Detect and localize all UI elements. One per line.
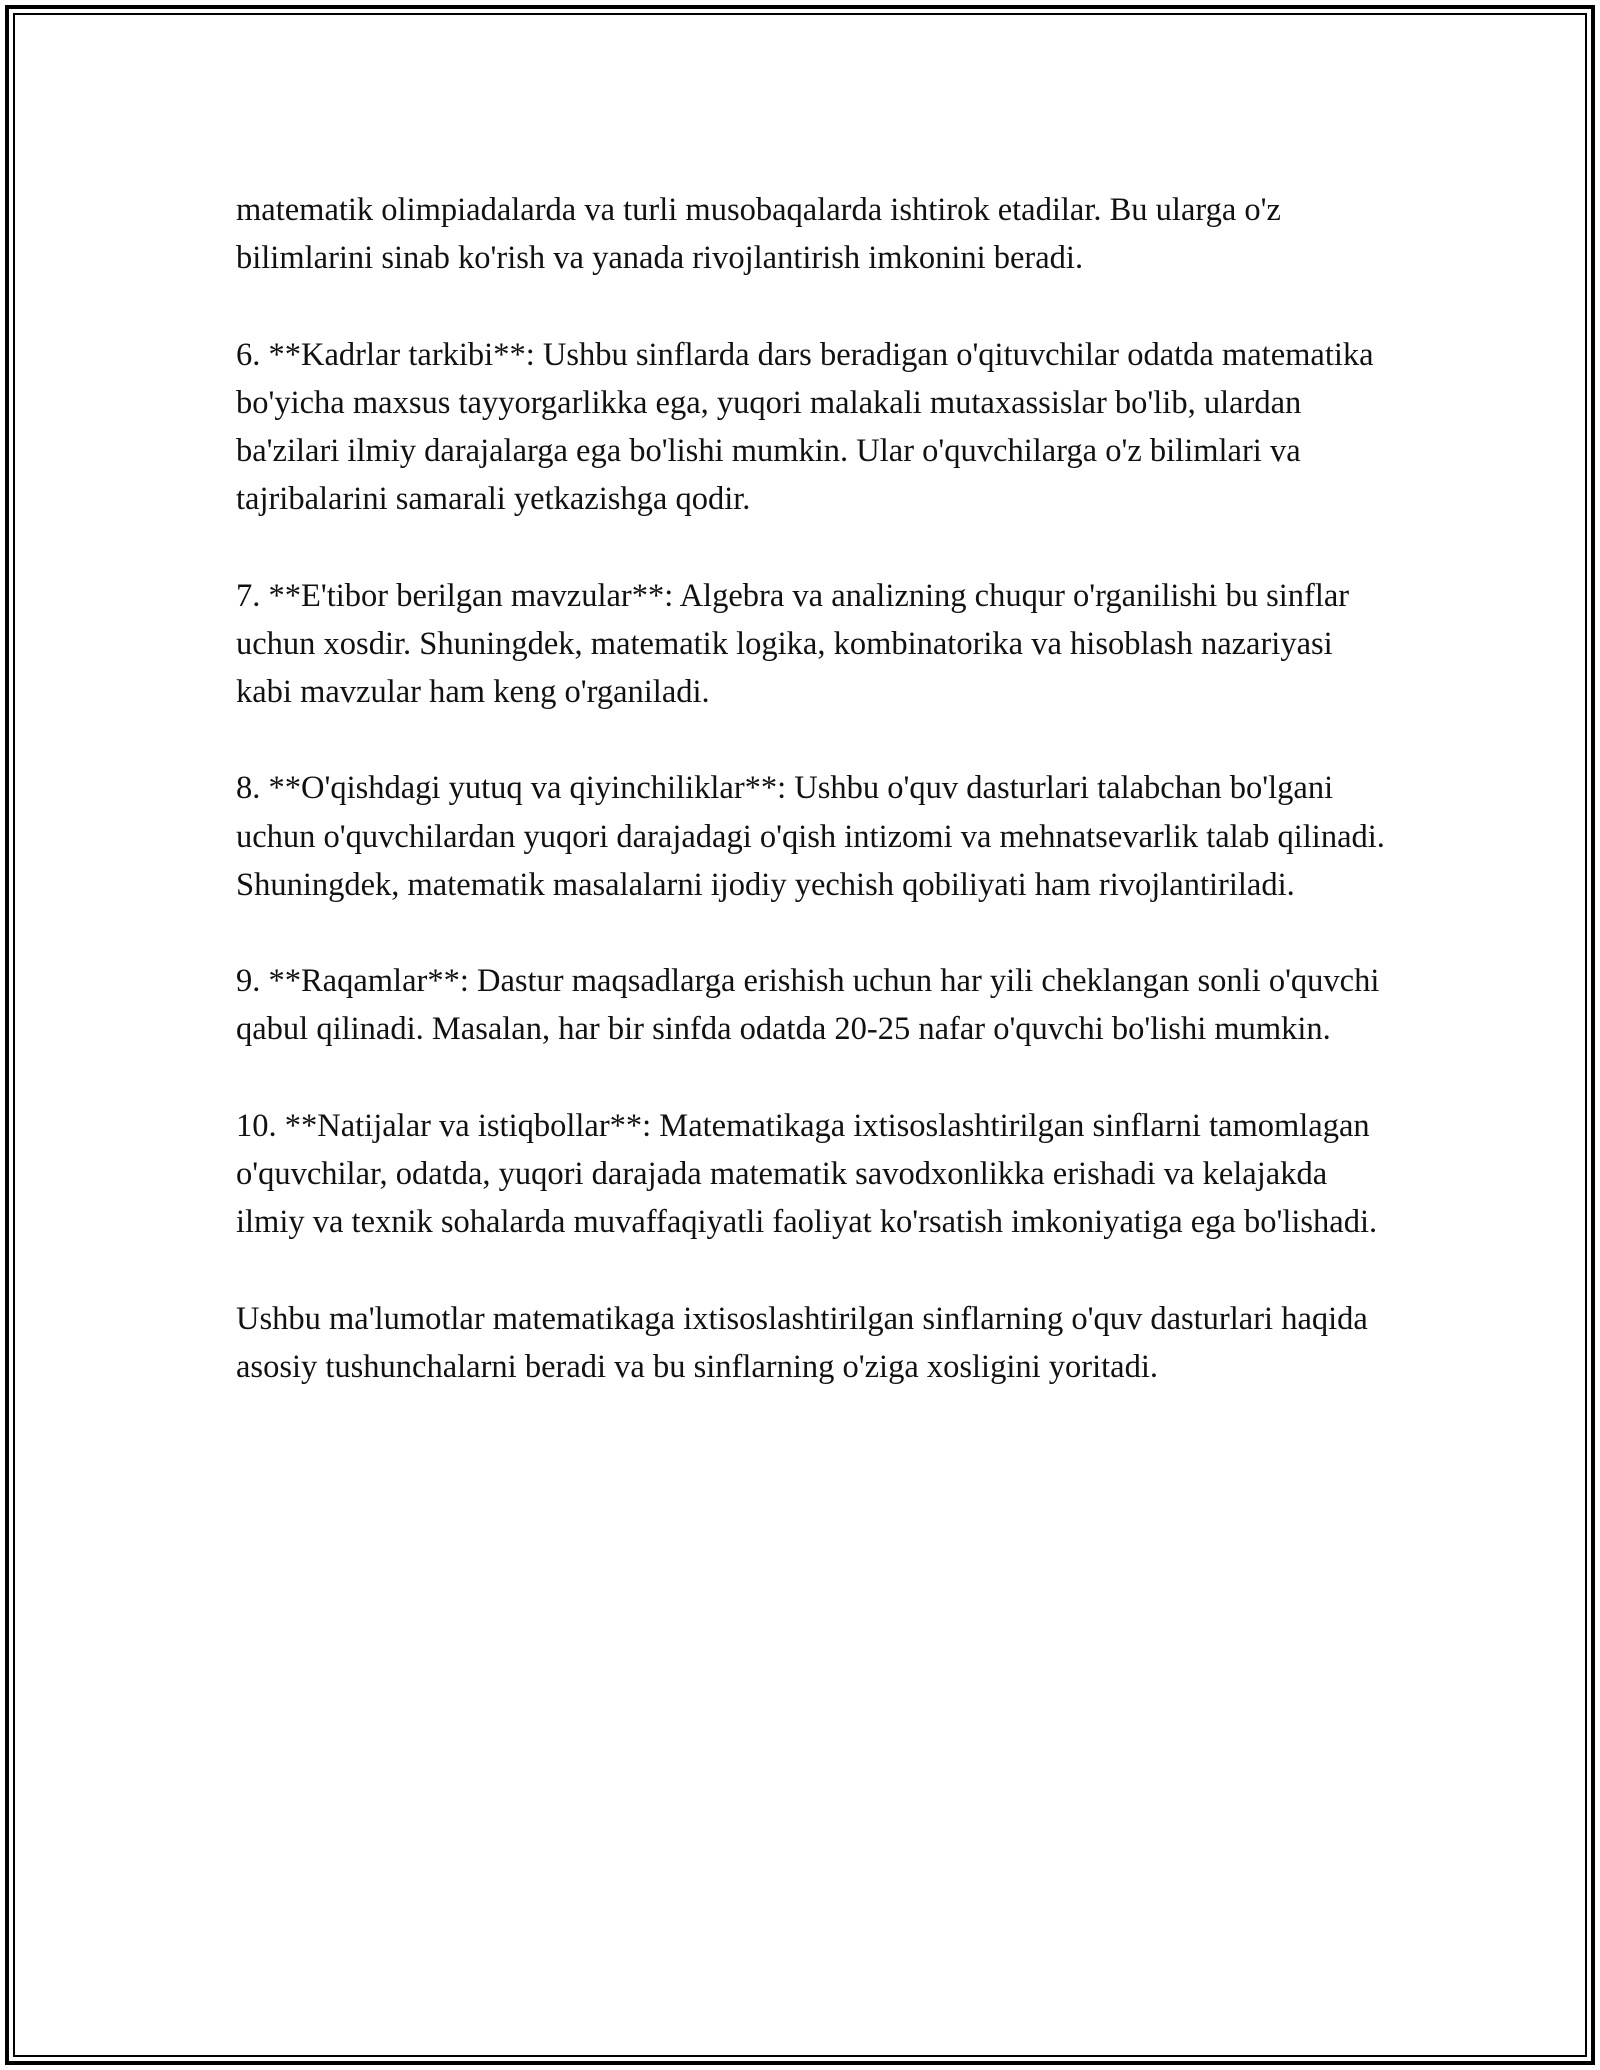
document-body	[236, 186, 1386, 1439]
paragraph-item-8: 8. **O'qishdagi yutuq va qiyinchiliklar**: Ushbu o'quv dasturlari talabchan bo'lgani uchun o'quvchilardan yuqori darajadagi o'qish intizomi va mehnatsevarlik talab qilinadi. Shuningdek, matematik masalalarni ijodiy yechish qobiliyati ham rivojlantiriladi.	[236, 770, 1385, 903]
paragraph-conclusion: Ushbu ma'lumotlar matematikaga ixtisoslashtirilgan sinflarning o'quv dasturlari haqida asosiy tushunchalarni beradi va bu sinflarning o'ziga xosligini yoritadi.	[236, 1300, 1368, 1385]
paragraph-continuation: matematik olimpiadalarda va turli musobaqalarda ishtirok etadilar. Bu ularga o'z bilimlarini sinab ko'rish va yanada rivojlantirish imkonini beradi.	[236, 192, 1281, 277]
paragraph-item-7: 7. **E'tibor berilgan mavzular**: Algebra va analizning chuqur o'rganilishi bu sinflar uchun xosdir. Shuningdek, matematik logika, kombinatorika va hisoblash nazariyasi kabi mavzular ham keng o'rganiladi.	[236, 577, 1350, 710]
paragraph-item-9: 9. **Raqamlar**: Dastur maqsadlarga erishish uchun har yili cheklangan sonli o'quvchi qabul qilinadi. Masalan, har bir sinfda odatda 20-25 nafar o'quvchi bo'lishi mumkin.	[236, 963, 1380, 1048]
paragraph-item-10: 10. **Natijalar va istiqbollar**: Matematikaga ixtisoslashtirilgan sinflarni tamomlagan o'quvchilar, odatda, yuqori darajada matematik savodxonlikka erishadi va kelajakda ilmiy va texnik sohalarda muvaffaqiyatli faoliyat ko'rsatish imkoniyatiga ega bo'lishadi.	[236, 1107, 1378, 1241]
paragraph-item-6: 6. **Kadrlar tarkibi**: Ushbu sinflarda dars beradigan o'qituvchilar odatda matematika bo'yicha maxsus tayyorgarlikka ega, yuqori malakali mutaxassislar bo'lib, ulardan ba'zilari ilmiy darajalarga ega bo'lishi mumkin. Ular o'quvchilarga o'z bilimlari va tajribalarini samarali yetkazishga qodir.	[236, 336, 1374, 518]
